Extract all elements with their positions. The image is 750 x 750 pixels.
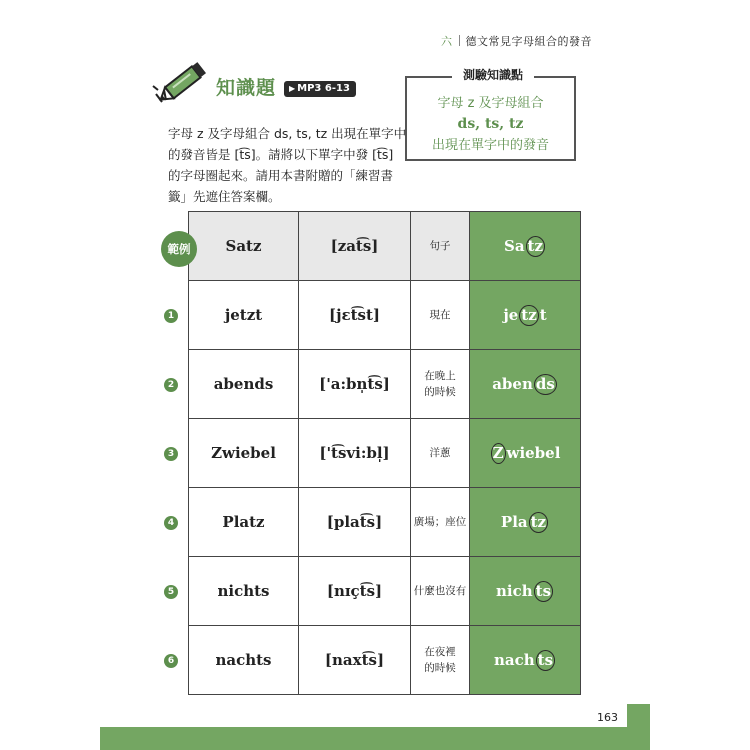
table-row bbox=[189, 419, 581, 488]
row-number-2: 2 bbox=[164, 378, 178, 392]
knowledge-point-line: ds, ts, tz bbox=[457, 116, 524, 132]
chapter-header bbox=[441, 33, 592, 49]
chapter-title: 德文常見字母組合的發音 bbox=[465, 35, 592, 48]
answer-circled-letters: Z bbox=[492, 443, 504, 462]
answer-circled-letters: ds bbox=[535, 374, 555, 393]
mp3-track-label: MP3 6-13 bbox=[297, 83, 350, 94]
instruction-line: 的發音皆是 [t͡s]。請將以下單字中發 [t͡s] bbox=[168, 147, 394, 162]
meaning-cell bbox=[411, 350, 470, 419]
answer-prefix: nich bbox=[495, 581, 533, 600]
instruction-line: 的字母圈起來。請用本書附贈的「練習書 bbox=[168, 168, 394, 183]
footer-bar bbox=[100, 727, 650, 750]
example-label-badge: 範例 bbox=[161, 231, 197, 267]
answer-prefix: aben bbox=[492, 374, 533, 393]
answer-suffix: wiebel bbox=[506, 443, 561, 462]
answer-circled-letters: tz bbox=[527, 236, 543, 255]
meaning-line: 在夜裡 bbox=[424, 646, 456, 658]
table-row-example bbox=[189, 212, 581, 281]
knowledge-point-line: 字母 z 及字母組合 bbox=[437, 96, 544, 111]
answer-circled-letters: ts bbox=[537, 650, 554, 669]
meaning-line: 在晚上 bbox=[424, 370, 456, 382]
word-cell: jetzt bbox=[189, 281, 299, 350]
answer-suffix: t bbox=[539, 305, 547, 324]
row-number-1: 1 bbox=[164, 309, 178, 323]
word-cell: nichts bbox=[189, 557, 299, 626]
ipa-cell: [plat͡s] bbox=[299, 488, 411, 557]
ipa-cell: [naxt͡s] bbox=[299, 626, 411, 695]
knowledge-point-title: 測驗知識點 bbox=[452, 66, 534, 83]
knowledge-point-content bbox=[405, 93, 576, 156]
word-cell: Platz bbox=[189, 488, 299, 557]
mp3-badge bbox=[284, 81, 356, 97]
pencil-icon bbox=[152, 60, 212, 106]
instruction-line: 字母 z 及字母組合 ds, ts, tz 出現在單字中 bbox=[168, 126, 407, 141]
meaning-cell bbox=[411, 281, 470, 350]
ipa-cell: ['t͡svi:bl̩] bbox=[299, 419, 411, 488]
answer-cell bbox=[470, 557, 581, 626]
ipa-cell: ['a:bn̩t͡s] bbox=[299, 350, 411, 419]
meaning-line: 句子 bbox=[429, 240, 451, 252]
meaning-line: 洋蔥 bbox=[429, 447, 451, 459]
row-number-3: 3 bbox=[164, 447, 178, 461]
play-icon: ▶ bbox=[289, 84, 296, 93]
meaning-cell bbox=[411, 212, 470, 281]
meaning-line: 的時候 bbox=[424, 386, 456, 398]
answer-circled-letters: tz bbox=[521, 305, 537, 324]
table-row bbox=[189, 557, 581, 626]
instructions bbox=[168, 123, 407, 207]
answer-cell bbox=[470, 350, 581, 419]
table-row bbox=[189, 488, 581, 557]
knowledge-point-line: 出現在單字中的發音 bbox=[431, 138, 549, 153]
instruction-line: 籤」先遮住答案欄。 bbox=[168, 189, 281, 204]
page-number: 163 bbox=[597, 711, 618, 724]
row-number-5: 5 bbox=[164, 585, 178, 599]
meaning-cell bbox=[411, 419, 470, 488]
word-cell: Satz bbox=[189, 212, 299, 281]
section-title: 知識題 bbox=[216, 77, 277, 99]
answer-prefix: nach bbox=[493, 650, 535, 669]
table-row bbox=[189, 350, 581, 419]
meaning-cell bbox=[411, 488, 470, 557]
table-row bbox=[189, 626, 581, 695]
table-row bbox=[189, 281, 581, 350]
meaning-cell bbox=[411, 557, 470, 626]
meaning-line: 廣場；座位 bbox=[413, 516, 467, 528]
chapter-number: 六 bbox=[441, 35, 453, 48]
answer-circled-letters: tz bbox=[530, 512, 547, 531]
ipa-cell: [jɛt͡st] bbox=[299, 281, 411, 350]
footer-tab bbox=[627, 704, 650, 728]
row-number-6: 6 bbox=[164, 654, 178, 668]
row-number-4: 4 bbox=[164, 516, 178, 530]
chapter-divider bbox=[459, 35, 460, 46]
word-cell: nachts bbox=[189, 626, 299, 695]
answer-cell bbox=[470, 281, 581, 350]
word-cell: Zwiebel bbox=[189, 419, 299, 488]
word-table bbox=[188, 211, 581, 695]
ipa-cell: [zat͡s] bbox=[299, 212, 411, 281]
word-cell: abends bbox=[189, 350, 299, 419]
ipa-cell: [nɪçt͡s] bbox=[299, 557, 411, 626]
answer-prefix: Sa bbox=[503, 236, 525, 255]
answer-cell bbox=[470, 626, 581, 695]
meaning-line: 現在 bbox=[429, 309, 451, 321]
answer-prefix: Pla bbox=[500, 512, 528, 531]
answer-cell bbox=[470, 212, 581, 281]
answer-circled-letters: ts bbox=[535, 581, 552, 600]
meaning-line: 的時候 bbox=[424, 662, 456, 674]
answer-cell bbox=[470, 419, 581, 488]
meaning-cell bbox=[411, 626, 470, 695]
meaning-line: 什麼也沒有 bbox=[413, 585, 467, 597]
answer-cell bbox=[470, 488, 581, 557]
answer-prefix: je bbox=[503, 305, 519, 324]
